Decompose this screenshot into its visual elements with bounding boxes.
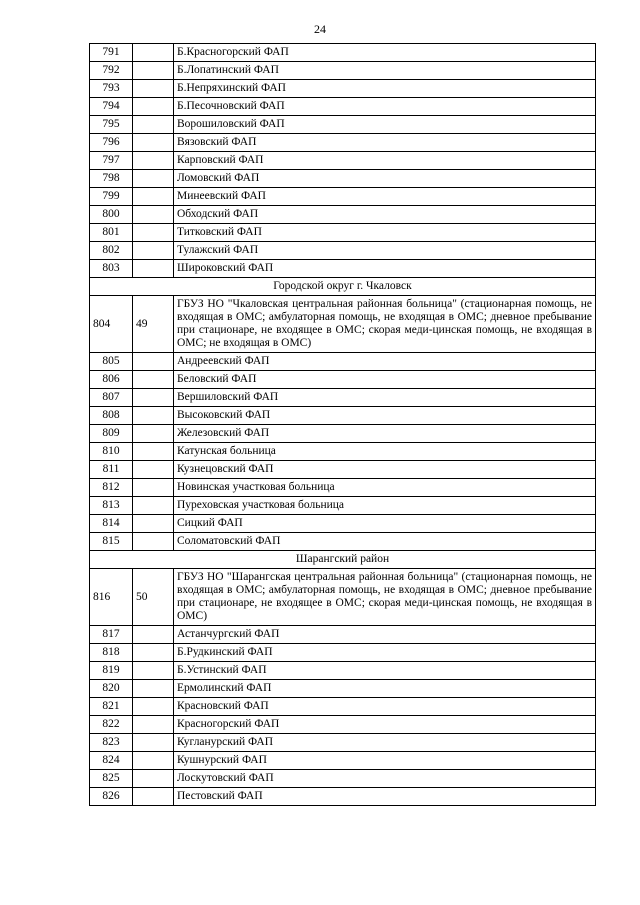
table-row (90, 206, 596, 224)
facility-name: Кушнурский ФАП (174, 752, 596, 770)
facility-name: Обходский ФАП (174, 206, 596, 224)
row-number: 795 (90, 116, 133, 134)
organization-code (133, 371, 174, 389)
row-number: 815 (90, 533, 133, 551)
table-row (90, 425, 596, 443)
organization-code (133, 188, 174, 206)
page-number: 24 (314, 22, 326, 36)
organization-code: 50 (133, 569, 174, 626)
facility-name: Пестовский ФАП (174, 788, 596, 806)
facility-name: Тулажский ФАП (174, 242, 596, 260)
facility-name: Сицкий ФАП (174, 515, 596, 533)
section-header-row (90, 278, 596, 296)
facility-name: ГБУЗ НО "Чкаловская центральная районная больница" (стационарная помощь, не входящая в ОМС; амбулаторная помощь, не входящая в ОМС; дневное пребывание при стационаре, не входящее в ОМС; скорая меди-цинская помощь, не входящая в ОМС; не входящая в ОМС) (174, 296, 596, 353)
organization-code (133, 80, 174, 98)
facility-name: Вязовский ФАП (174, 134, 596, 152)
organization-code (133, 116, 174, 134)
table-row (90, 662, 596, 680)
table-row (90, 479, 596, 497)
facility-name: Астанчургский ФАП (174, 626, 596, 644)
facility-name: Б.Рудкинский ФАП (174, 644, 596, 662)
organization-code (133, 206, 174, 224)
facility-name: Титковский ФАП (174, 224, 596, 242)
table-row (90, 353, 596, 371)
table-row (90, 98, 596, 116)
organization-code (133, 497, 174, 515)
facility-name: Красногорский ФАП (174, 716, 596, 734)
table-row (90, 296, 596, 353)
organization-code (133, 389, 174, 407)
facility-name: Высоковский ФАП (174, 407, 596, 425)
organization-code (133, 170, 174, 188)
organization-code (133, 662, 174, 680)
row-number: 805 (90, 353, 133, 371)
facility-name: Соломатовский ФАП (174, 533, 596, 551)
facility-name: Минеевский ФАП (174, 188, 596, 206)
organization-code (133, 260, 174, 278)
table-row (90, 188, 596, 206)
facility-name: Беловский ФАП (174, 371, 596, 389)
facility-name: Железовский ФАП (174, 425, 596, 443)
row-number: 810 (90, 443, 133, 461)
table-row (90, 752, 596, 770)
row-number: 794 (90, 98, 133, 116)
row-number: 802 (90, 242, 133, 260)
organization-code (133, 62, 174, 80)
table-row (90, 770, 596, 788)
organization-code (133, 515, 174, 533)
row-number: 791 (90, 44, 133, 62)
row-number: 819 (90, 662, 133, 680)
row-number: 811 (90, 461, 133, 479)
facility-name: Карповский ФАП (174, 152, 596, 170)
organization-code (133, 752, 174, 770)
facility-name: Б.Красногорский ФАП (174, 44, 596, 62)
facility-name: Пуреховская участковая больница (174, 497, 596, 515)
organization-code (133, 698, 174, 716)
row-number: 799 (90, 188, 133, 206)
row-number: 806 (90, 371, 133, 389)
organization-code (133, 626, 174, 644)
table-row (90, 788, 596, 806)
organization-code (133, 407, 174, 425)
table-row (90, 443, 596, 461)
facility-name: Б.Непряхинский ФАП (174, 80, 596, 98)
table-row (90, 461, 596, 479)
table-row (90, 80, 596, 98)
row-number: 812 (90, 479, 133, 497)
row-number: 796 (90, 134, 133, 152)
row-number: 800 (90, 206, 133, 224)
facility-name: Вершиловский ФАП (174, 389, 596, 407)
table-row (90, 515, 596, 533)
section-title: Городской округ г. Чкаловск (90, 278, 596, 296)
table-row (90, 170, 596, 188)
table-row (90, 260, 596, 278)
facility-name: ГБУЗ НО "Шарангская центральная районная больница" (стационарная помощь, не входящая в ОМС; амбулаторная помощь, не входящая в ОМС; дневное пребывание при стационаре, не входящее в ОМС; скорая меди-цинская помощь, не входящая в ОМС) (174, 569, 596, 626)
organization-code (133, 44, 174, 62)
table-row (90, 152, 596, 170)
organization-code (133, 533, 174, 551)
row-number: 807 (90, 389, 133, 407)
organization-code (133, 425, 174, 443)
row-number: 803 (90, 260, 133, 278)
facility-name: Ермолинский ФАП (174, 680, 596, 698)
row-number: 808 (90, 407, 133, 425)
row-number: 797 (90, 152, 133, 170)
table-row (90, 533, 596, 551)
facility-name: Кузнецовский ФАП (174, 461, 596, 479)
table-row (90, 116, 596, 134)
facility-name: Катунская больница (174, 443, 596, 461)
table-row (90, 698, 596, 716)
table-row (90, 224, 596, 242)
facility-table (89, 43, 596, 806)
table-row (90, 371, 596, 389)
facility-name: Новинская участковая больница (174, 479, 596, 497)
facility-name: Кугланурский ФАП (174, 734, 596, 752)
row-number: 809 (90, 425, 133, 443)
row-number: 813 (90, 497, 133, 515)
table-row (90, 680, 596, 698)
organization-code (133, 353, 174, 371)
facility-name: Красновский ФАП (174, 698, 596, 716)
organization-code (133, 788, 174, 806)
organization-code (133, 680, 174, 698)
row-number: 823 (90, 734, 133, 752)
row-number: 793 (90, 80, 133, 98)
row-number: 801 (90, 224, 133, 242)
table-row (90, 134, 596, 152)
facility-name: Ломовский ФАП (174, 170, 596, 188)
facility-name: Андреевский ФАП (174, 353, 596, 371)
table-row (90, 389, 596, 407)
row-number: 820 (90, 680, 133, 698)
organization-code (133, 734, 174, 752)
table-row (90, 497, 596, 515)
organization-code (133, 644, 174, 662)
table-row (90, 626, 596, 644)
organization-code (133, 242, 174, 260)
table-row (90, 644, 596, 662)
table-row (90, 242, 596, 260)
organization-code (133, 461, 174, 479)
organization-code (133, 152, 174, 170)
row-number: 816 (90, 569, 133, 626)
organization-code (133, 224, 174, 242)
row-number: 822 (90, 716, 133, 734)
organization-code (133, 770, 174, 788)
facility-table-body (90, 44, 596, 806)
table-row (90, 569, 596, 626)
row-number: 817 (90, 626, 133, 644)
row-number: 826 (90, 788, 133, 806)
section-title: Шарангский район (90, 551, 596, 569)
row-number: 818 (90, 644, 133, 662)
table-row (90, 62, 596, 80)
organization-code (133, 479, 174, 497)
facility-name: Ворошиловский ФАП (174, 116, 596, 134)
organization-code (133, 134, 174, 152)
table-row (90, 734, 596, 752)
table-row (90, 44, 596, 62)
organization-code (133, 443, 174, 461)
organization-code (133, 716, 174, 734)
table-row (90, 407, 596, 425)
table-row (90, 716, 596, 734)
facility-name: Б.Устинский ФАП (174, 662, 596, 680)
organization-code (133, 98, 174, 116)
facility-name: Б.Лопатинский ФАП (174, 62, 596, 80)
organization-code: 49 (133, 296, 174, 353)
facility-name: Широковский ФАП (174, 260, 596, 278)
row-number: 821 (90, 698, 133, 716)
row-number: 814 (90, 515, 133, 533)
facility-name: Б.Песочновский ФАП (174, 98, 596, 116)
row-number: 824 (90, 752, 133, 770)
facility-name: Лоскутовский ФАП (174, 770, 596, 788)
section-header-row (90, 551, 596, 569)
row-number: 804 (90, 296, 133, 353)
row-number: 798 (90, 170, 133, 188)
row-number: 792 (90, 62, 133, 80)
row-number: 825 (90, 770, 133, 788)
